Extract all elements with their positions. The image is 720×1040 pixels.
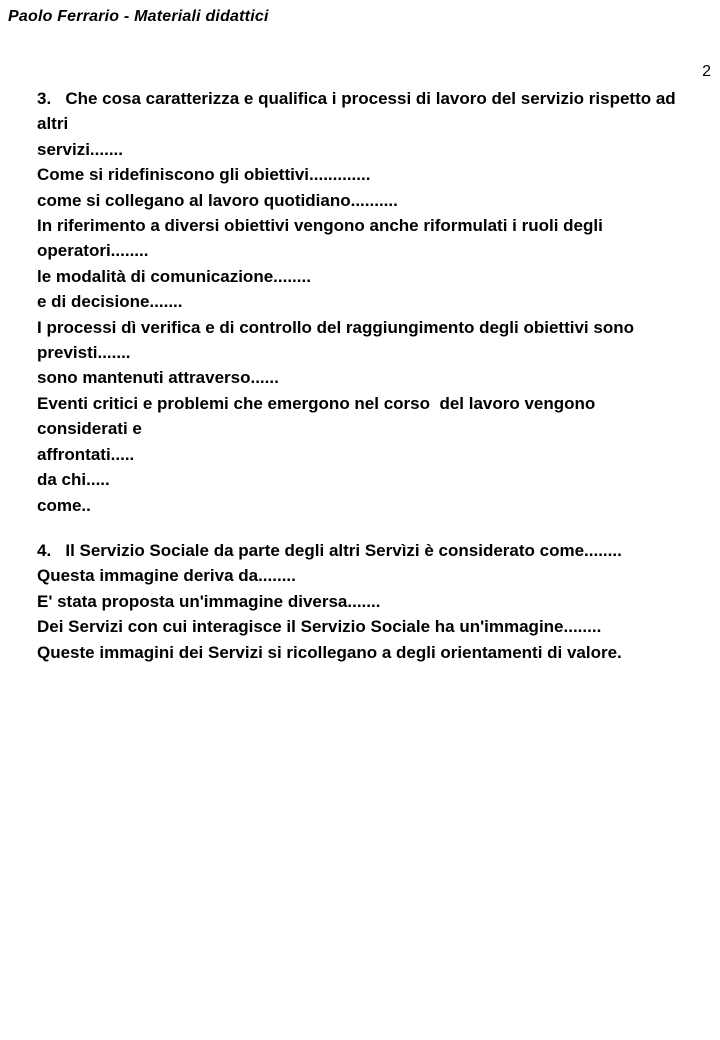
text-line: Dei Servizi con cui interagisce il Servizio Sociale ha un'immagine........ <box>37 617 602 637</box>
text-line: E' stata proposta un'immagine diversa....... <box>37 591 381 611</box>
text-line: Eventi critici e problemi che emergono nel corso del lavoro vengono considerati e <box>37 393 605 439</box>
document-body <box>37 86 692 665</box>
text-line: In riferimento a diversi obiettivi vengono anche riformulati i ruoli degli operatori........ <box>37 216 608 261</box>
text-line: come si collegano al lavoro quotidiano.......... <box>37 190 398 210</box>
text-line: affrontati..... <box>37 444 135 464</box>
text-line: e di decisione....... <box>37 292 183 312</box>
text-line: come.. <box>37 495 91 515</box>
text-line: sono mantenuti attraverso...... <box>37 368 279 388</box>
page-number: 2 <box>702 63 711 80</box>
paragraph-4 <box>37 538 692 665</box>
paragraph-3 <box>37 86 692 518</box>
text-line: Come si ridefiniscono gli obiettivi............. <box>37 165 371 185</box>
text-line: Questa immagine deriva da........ <box>37 566 296 586</box>
document-header-title: Paolo Ferrario - Materiali didattici <box>8 8 269 25</box>
text-line: 3. Che cosa caratterizza e qualifica i processi di lavoro del servizio rispetto ad altri <box>37 89 681 134</box>
text-line: I processi dì verifica e di controllo del raggiungimento degli obiettivi sono <box>37 317 634 337</box>
text-line: le modalità di comunicazione........ <box>37 266 311 286</box>
text-line: 4. Il Servizio Sociale da parte degli altri Servìzi è considerato come........ <box>37 540 622 560</box>
text-line: previsti....... <box>37 343 131 363</box>
text-line: da chi..... <box>37 470 110 490</box>
text-line: servizi....... <box>37 139 123 159</box>
text-line: Queste immagini dei Servizi si ricollegano a degli orientamenti di valore. <box>37 642 622 662</box>
